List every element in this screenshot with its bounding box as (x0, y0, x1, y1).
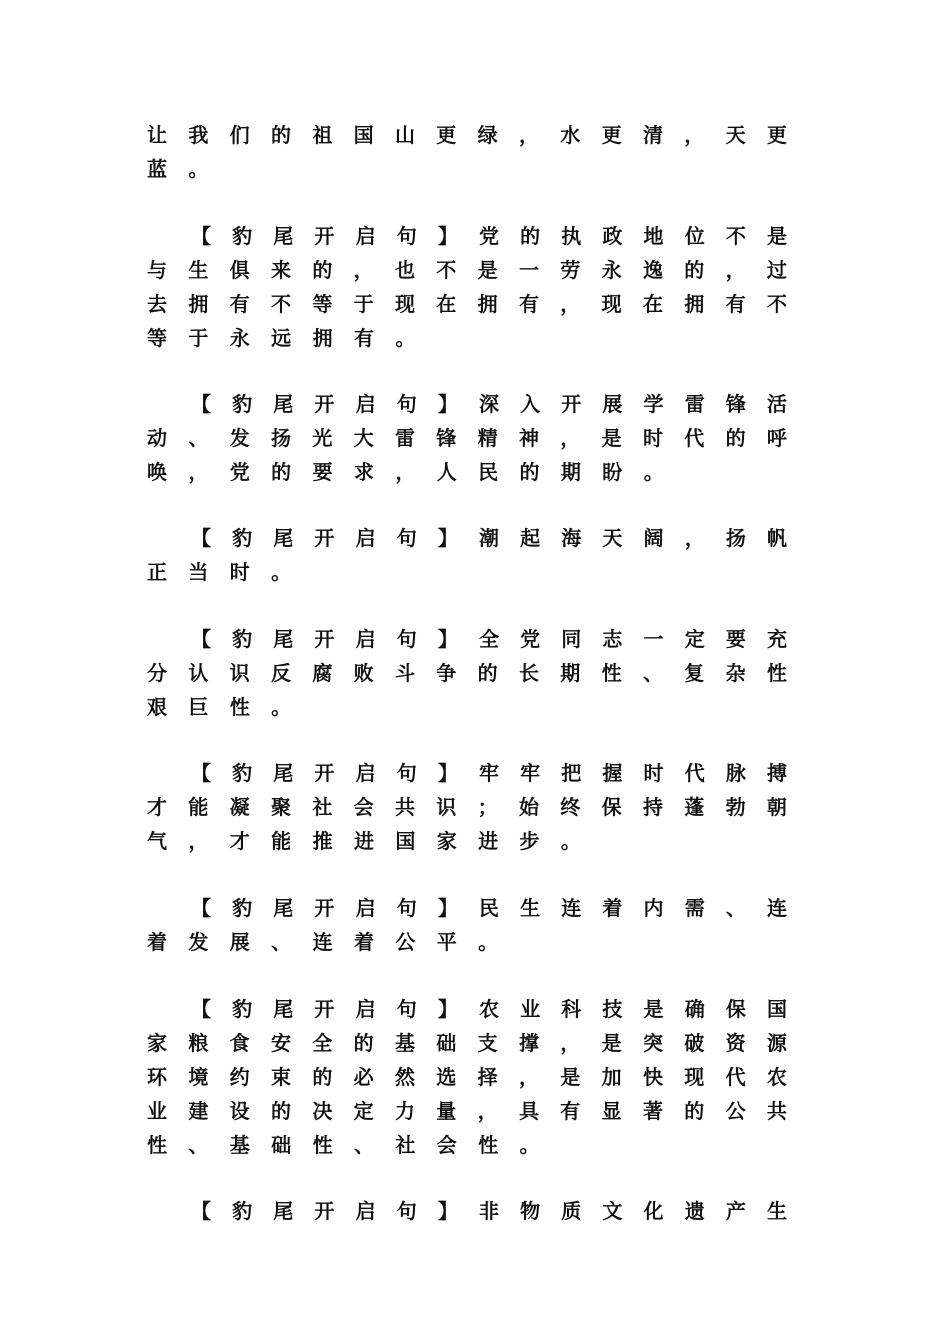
paragraph (146, 219, 788, 355)
paragraph (146, 521, 788, 589)
text-line: 让 我 们 的 祖 国 山 更 绿 ， 水 更 清 ， 天 更 (147, 123, 787, 147)
text-line: 环 境 约 束 的 必 然 选 择 ， 是 加 快 现 代 农 (147, 1065, 787, 1089)
text-line: 着 发 展 、 连 着 公 平 。 (147, 930, 499, 954)
paragraph (146, 891, 788, 959)
text-line: 【 豹 尾 开 启 句 】 潮 起 海 天 阔 ， 扬 帆 (191, 526, 787, 550)
text-line: 【 豹 尾 开 启 句 】 牢 牢 把 握 时 代 脉 搏 (191, 761, 787, 785)
text-line: 蓝 。 (147, 157, 209, 181)
text-line: 与 生 俱 来 的 ， 也 不 是 一 劳 永 逸 的 ， 过 (147, 258, 787, 282)
text-line: 【 豹 尾 开 启 句 】 全 党 同 志 一 定 要 充 (191, 627, 787, 651)
text-line: 等 于 永 远 拥 有 。 (147, 326, 416, 350)
text-line: 唤 ， 党 的 要 求 ， 人 民 的 期 盼 。 (147, 460, 664, 484)
text-line: 动 、 发 扬 光 大 雷 锋 精 神 ， 是 时 代 的 呼 (147, 426, 787, 450)
text-line: 【 豹 尾 开 启 句 】 党 的 执 政 地 位 不 是 (191, 224, 787, 248)
text-line: 【 豹 尾 开 启 句 】 农 业 科 技 是 确 保 国 (191, 997, 787, 1021)
text-line: 艰 巨 性 。 (147, 695, 292, 719)
paragraph (146, 1194, 788, 1228)
text-line: 【 豹 尾 开 启 句 】 民 生 连 着 内 需 、 连 (191, 896, 787, 920)
paragraph (146, 118, 788, 186)
text-line: 性 、 基 础 性 、 社 会 性 。 (147, 1133, 540, 1157)
paragraph (146, 992, 788, 1162)
text-line: 正 当 时 。 (147, 560, 292, 584)
text-line: 业 建 设 的 决 定 力 量 ， 具 有 显 著 的 公 共 (147, 1099, 787, 1123)
text-line: 去 拥 有 不 等 于 现 在 拥 有 ， 现 在 拥 有 不 (147, 292, 787, 316)
text-line: 分 认 识 反 腐 败 斗 争 的 长 期 性 、 复 杂 性 (147, 661, 787, 685)
paragraph (146, 756, 788, 858)
paragraph (146, 622, 788, 724)
text-line: 【 豹 尾 开 启 句 】 非 物 质 文 化 遗 产 生 (191, 1199, 787, 1223)
text-line: 家 粮 食 安 全 的 基 础 支 撑 ， 是 突 破 资 源 (147, 1031, 787, 1055)
text-line: 气 ， 才 能 推 进 国 家 进 步 。 (147, 829, 581, 853)
paragraph (146, 387, 788, 489)
document-body (146, 0, 788, 1344)
text-line: 【 豹 尾 开 启 句 】 深 入 开 展 学 雷 锋 活 (191, 392, 787, 416)
text-line: 才 能 凝 聚 社 会 共 识 ； 始 终 保 持 蓬 勃 朝 (147, 795, 787, 819)
